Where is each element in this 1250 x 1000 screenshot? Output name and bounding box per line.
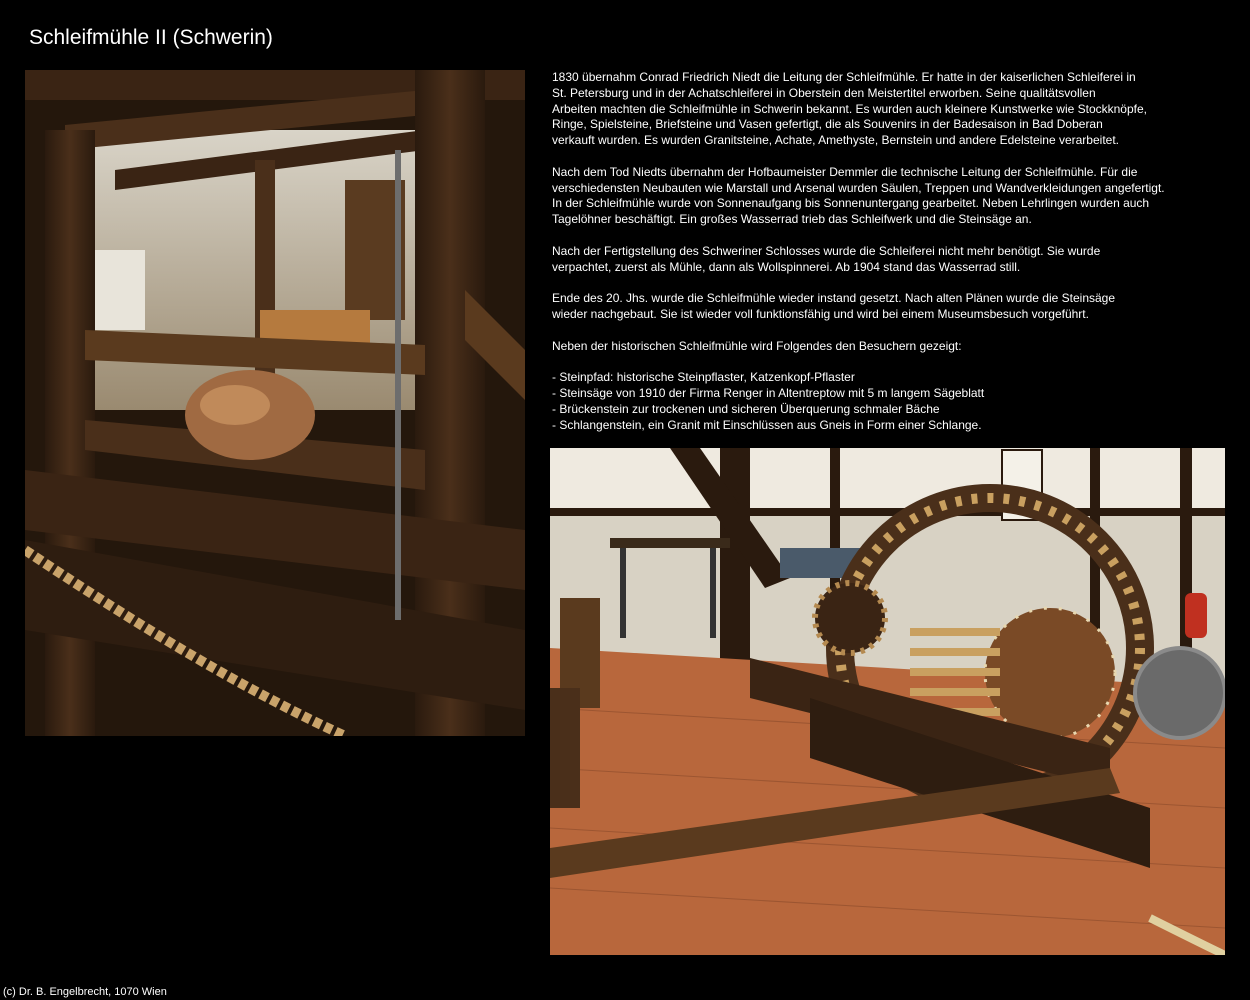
description-paragraph: Nach dem Tod Niedts übernahm der Hofbaumeister Demmler die technische Leitung der Schleifmühle. Für die verschiedensten Neubauten wie Marstall und Arsenal wurden Säulen, Treppen und Wandverkleidungen angefertigt. In der Schleifmühle wurde von Sonnenaufgang bis Sonnenuntergang gearbeitet. Neben Lehrlingen wurden auch Tagelöhner beschäftigt. Ein großes Wasserrad trieb das Schleifwerk und die Steinsäge an.	[552, 164, 1165, 227]
list-item: - Steinsäge von 1910 der Firma Renger in Altentreptow mit 5 m langem Sägeblatt	[552, 385, 985, 400]
photo-icon	[550, 448, 1225, 955]
description-paragraph: Nach der Fertigstellung des Schweriner Schlosses wurde die Schleiferei nicht mehr benötigt. Sie wurde verpachtet, zuerst als Mühle, dann als Wollspinnerei. Ab 1904 stand das Wasserrad still.	[552, 243, 1101, 274]
description-text	[552, 70, 1212, 433]
list-item: - Steinpfad: historische Steinpflaster, Katzenkopf-Pflaster	[552, 370, 855, 385]
description-paragraph: Ende des 20. Jhs. wurde die Schleifmühle wieder instand gesetzt. Nach alten Plänen wurde die Steinsäge wieder nachgebaut. Sie ist wieder voll funktionsfähig und wird bei einem Museumsbesuch vorgeführt.	[552, 291, 1116, 321]
page-title: Schleifmühle II (Schwerin)	[29, 26, 273, 49]
list-item: - Brückenstein zur trockenen und sicheren Überquerung schmaler Bäche	[552, 401, 940, 416]
exhibit-list	[552, 370, 1212, 433]
photo-icon	[25, 70, 525, 736]
photo-gear-wheel	[550, 448, 1225, 955]
description-paragraph: Neben der historischen Schleifmühle wird Folgendes den Besuchern gezeigt:	[552, 338, 962, 353]
list-item: - Schlangenstein, ein Granit mit Einschlüssen aus Gneis in Form einer Schlange.	[552, 417, 982, 432]
description-paragraph: 1830 übernahm Conrad Friedrich Niedt die Leitung der Schleifmühle. Er hatte in der kaiserlichen Schleiferei in St. Petersburg und in der Achatschleiferei in Oberstein den Meistertitel erworben. Seine qualitätsvollen Arbeiten machten die Schleifmühle in Schwerin bekannt. Es wurden auch kleinere Kunstwerke wie Stockknöpfe, Ringe, Spielsteine, Briefsteine und Vasen gefertigt, die als Souvenirs in der Badesaison in Bad Doberan verkauft wurden. Es wurden Granitsteine, Achate, Amethyste, Bernstein und andere Edelsteine verarbeitet.	[552, 70, 1147, 148]
copyright-notice: (c) Dr. B. Engelbrecht, 1070 Wien	[3, 986, 167, 998]
photo-saw-frame	[25, 70, 525, 736]
